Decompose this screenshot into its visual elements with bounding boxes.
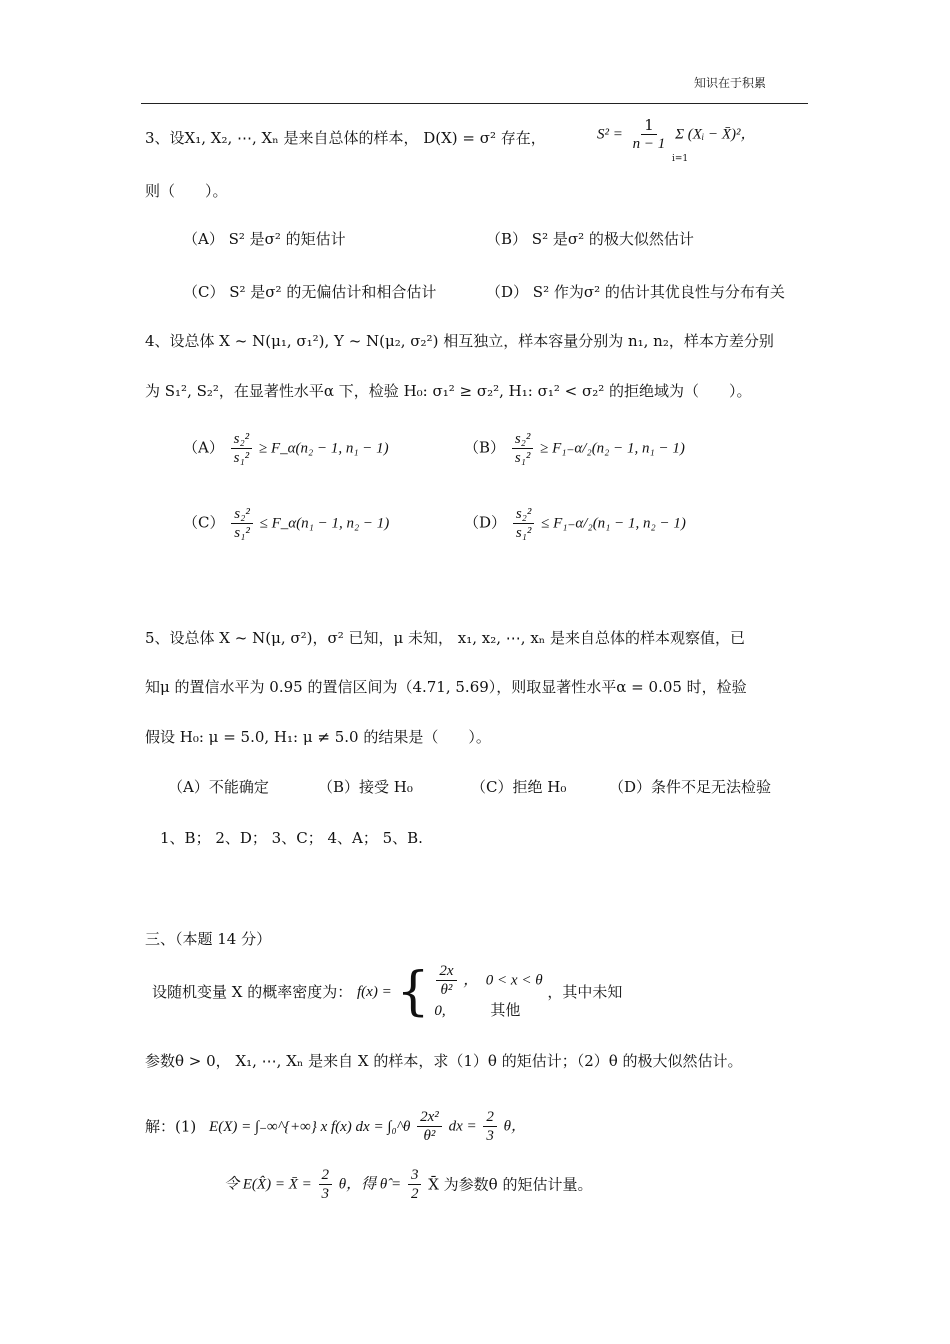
section3-piece1-num: 2x [436, 962, 456, 981]
q4-option-d-rhs: ≤ F₁₋α/₂(n₁ − 1, n₂ − 1) [541, 515, 686, 532]
solution2-mid: θ，得 θ̂ = [338, 1176, 402, 1193]
solution-expr2: dx = [448, 1118, 477, 1135]
q4-line2: 为 S₁², S₂²，在显著性水平α 下，检验 H₀: σ₁² ≥ σ₂², H₁: σ₁² < σ₂² 的拒绝域为（ ）。 [145, 382, 752, 400]
q3-formula [597, 116, 756, 153]
section3-intro-pre: 设随机变量 X 的概率密度为： [152, 983, 353, 1001]
solution-label: 解：(1) [145, 1117, 197, 1136]
solution-frac1 [417, 1108, 442, 1145]
section3-solution1 [145, 1108, 526, 1145]
q3-stem: 3、设X₁, X₂, ⋯, Xₙ 是来自总体的样本， D(X) = σ² 存在， [145, 129, 546, 147]
q3-option-d: （D） S² 作为σ² 的估计其优良性与分布有关 [486, 283, 785, 301]
q4-option-d-fraction [513, 505, 535, 542]
q4-option-a-label: （A） [183, 438, 224, 457]
q5-option-a: （A）不能确定 [168, 778, 269, 796]
q4-option-c-num: s₂² [231, 505, 253, 524]
solution-expr3: θ， [503, 1118, 527, 1135]
q4-option-d-den: s₁² [515, 525, 532, 541]
q3-formula-lhs: S² = [597, 126, 623, 143]
section3-piece2 [434, 999, 542, 1022]
q4-line1: 4、设总体 X ~ N(μ₁, σ₁²), Y ~ N(μ₂, σ₂²) 相互独立，样本容量分别为 n₁, n₂，样本方差分别 [145, 332, 774, 350]
q5-line1: 5、设总体 X ~ N(μ, σ²)，σ² 已知，μ 未知， x₁, x₂, ⋯, xₙ 是来自总体的样本观察值，已 [145, 629, 746, 647]
solution-frac2-den: 3 [486, 1128, 494, 1144]
solution2-post: X̄ 为参数θ 的矩估计量。 [428, 1175, 593, 1194]
section3-f-lhs: f(x) = [357, 984, 392, 1000]
q4-option-b-label: （B） [464, 438, 506, 457]
section3-title: 三、（本题 14 分） [145, 930, 272, 948]
q3-option-a: （A） S² 是σ² 的矩估计 [183, 230, 346, 248]
q5-option-c: （C）拒绝 H₀ [471, 778, 567, 796]
solution2-frac-a-num: 2 [319, 1166, 333, 1185]
solution2-frac-b [408, 1166, 422, 1203]
q4-option-c-den: s₁² [234, 525, 250, 541]
q3-formula-den: n − 1 [632, 136, 666, 152]
q4-option-a [183, 430, 389, 467]
q4-option-b-den: s₁² [514, 450, 531, 466]
solution2-pre: 令 E(X̂) = X̄ = [224, 1176, 312, 1193]
section3-solution2 [224, 1166, 592, 1203]
q4-option-c [183, 505, 389, 542]
solution-frac2-num: 2 [483, 1108, 497, 1127]
q5-line2: 知μ 的置信水平为 0.95 的置信区间为（4.71, 5.69），则取显著性水平α = 0.05 时，检验 [145, 678, 747, 696]
q4-option-c-rhs: ≤ F_α(n₁ − 1, n₂ − 1) [259, 515, 390, 532]
solution-expr1: E(X) = ∫₋∞^{+∞} x f(x) dx = ∫₀^θ [209, 1118, 411, 1135]
q4-option-c-label: （C） [183, 513, 225, 532]
q4-option-a-fraction [231, 430, 253, 467]
q3-option-b: （B） S² 是σ² 的极大似然估计 [486, 230, 694, 248]
q4-option-a-den: s₁² [233, 450, 250, 466]
q3-formula-num: 1 [641, 116, 657, 135]
answer-key: 1、B； 2、D； 3、C； 4、A； 5、B. [160, 829, 423, 847]
q3-line2: 则（ ）。 [145, 182, 228, 200]
q4-option-d-label: （D） [464, 513, 507, 532]
q4-option-d [464, 505, 686, 542]
q4-option-b-fraction [512, 430, 534, 467]
q3-sum-index: i=1 [672, 154, 689, 164]
solution-frac1-den: θ² [423, 1128, 436, 1144]
q3-line1 [145, 128, 546, 148]
q4-option-d-num: s₂² [513, 505, 535, 524]
section3-line2: 参数θ > 0， X₁, ⋯, Xₙ 是来自 X 的样本，求（1）θ 的矩估计；（2）θ 的极大似然估计。 [145, 1052, 743, 1070]
section3-piece2-val: 0, [434, 1003, 446, 1019]
q4-option-a-num: s₂² [231, 430, 253, 449]
solution2-frac-a-den: 3 [321, 1186, 330, 1202]
header-text: 知识在于积累 [694, 76, 767, 90]
solution-frac1-num: 2x² [417, 1108, 442, 1127]
section3-piecewise [434, 962, 542, 1022]
header-rule [141, 103, 808, 104]
solution2-frac-b-den: 2 [410, 1186, 419, 1202]
solution2-frac-b-num: 3 [408, 1166, 422, 1185]
q3-option-c: （C） S² 是σ² 的无偏估计和相合估计 [183, 283, 437, 301]
q3-formula-rhs: Σ (Xᵢ − X̄)²， [675, 126, 756, 143]
q4-option-a-rhs: ≥ F_α(n₂ − 1, n₁ − 1) [258, 440, 389, 457]
q5-line3: 假设 H₀: μ = 5.0, H₁: μ ≠ 5.0 的结果是（ ）。 [145, 728, 491, 746]
q4-option-b [464, 430, 685, 467]
section3-intro-post: ，其中未知 [547, 983, 623, 1001]
q5-option-b: （B）接受 H₀ [318, 778, 413, 796]
section3-piece2-cond: 其他 [490, 1001, 521, 1019]
q4-option-c-fraction [231, 505, 253, 542]
section3-piece1 [434, 962, 542, 999]
section3-density [152, 962, 622, 1022]
solution2-frac-a [319, 1166, 333, 1203]
q4-option-b-num: s₂² [512, 430, 534, 449]
section3-piece1-fraction [436, 962, 456, 999]
q4-option-b-rhs: ≥ F₁₋α/₂(n₂ − 1, n₁ − 1) [540, 440, 685, 457]
q5-option-d: （D）条件不足无法检验 [609, 778, 772, 796]
section3-piece1-den: θ² [440, 982, 453, 998]
section3-piece1-cond: ， 0 < x < θ [463, 972, 543, 989]
q3-formula-fraction [630, 116, 669, 153]
left-brace-icon: { [396, 962, 430, 1022]
solution-frac2 [483, 1108, 497, 1145]
